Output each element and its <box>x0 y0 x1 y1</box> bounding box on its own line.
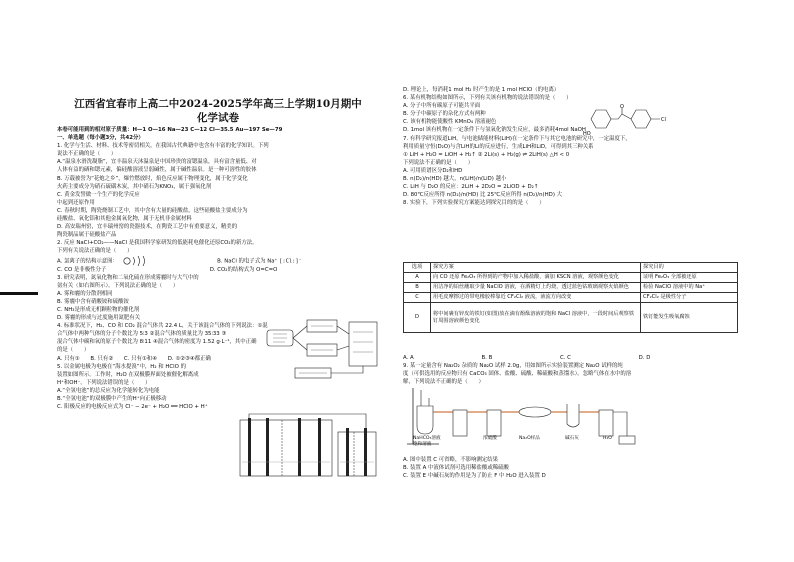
electrolysis-apparatus <box>238 412 380 482</box>
right-column <box>403 86 738 207</box>
question-4: 4. 标准状况下，H₂、CO 和 CO₂ 混合气体共 22.4 L，关于该混合气体的下列说法：①混 合气体中两种气体的分子个数比为 5∶3 ②混合气体的质量比为 35∶33 ③ 混合气体中碳和氧的原子个数比为 8∶11 ④混合气体的密度为 1.52 g·L⁻¹，其中正确 的是（ ） A. 只有① B. 只有② C. 只有①和④ D. ①②③④都正确 <box>57 323 268 362</box>
table-row: B 用洁净的铂丝蘸取少量 NaClO 溶液，在酒精灯上灼烧，透过蓝色钴玻璃观察火焰颜色 检验 NaClO 溶液中的 Na⁺ <box>404 283 738 293</box>
q8-answer-options: A. A B. B C. C D. D <box>403 355 651 361</box>
chloride-ion-diagram <box>120 256 154 266</box>
binding-margin-line <box>0 292 38 295</box>
section-heading: 一、单选题（每小题3分，共42分） <box>57 135 144 142</box>
table-row: C 用毛皮摩擦过的带电橡胶棒靠近 CF₂Cl₂ 液流，液流方向改变 CF₂Cl₂ 是极性分子 <box>404 293 738 303</box>
q2-option-d: D. CO₂的结构式为 <box>209 266 255 273</box>
q2-option-c: C. CO 是非极性分子 <box>57 266 107 273</box>
exam-title <box>62 97 374 125</box>
table-header-row: 选项 探究方案 探究目的 <box>404 263 738 273</box>
question-3: 3. 研究表明，氮氧化物和二氧化硫在形成雾霾时与大气中的 氨有关（如右图所示）。下列说法正确的是（ ） A. 雾和霾的分散剂相同 B. 雾霾中含有硝酸铵和硫酸铵 C. NH₃是形成无机颗粒物的催化剂 D. 雾霾的形成与过度施用氮肥有关 <box>57 274 199 322</box>
atomic-masses: 本卷可能用到的相对原子质量：H—1 O—16 Na—23 C—12 Cl—35.5 Au—197 Se—79 <box>57 127 283 133</box>
title-line-2: 化学试卷 <box>197 112 239 124</box>
q2-option-a: A. 氯离子的结构示意图： <box>57 258 118 264</box>
haze-formation-diagram <box>265 316 381 382</box>
table-row: D 将中间裹有锌皮的铁钉(如图)放在滴有酚酞溶液的饱和 NaCl 溶液中，一段时间后观察铁钉周围溶液颜色变化 铁钉能发生吸氧腐蚀 <box>404 303 738 333</box>
experiment-table <box>403 262 738 333</box>
question-1: 1. 化学与生活、材料、技术等密切相关，在我国古代典籍中也含有丰富的化学知识。下列 说法不正确的是（ ） A.“温泉水滑洗凝脂”，宜丰温泉天沐温泉是中国珍贵的富锶温泉，具有富含量低、对 人体有益的硒和锶元素，偏硅酸溶液呈弱碱性，属于碱性温泉。是一种可溶性的胶体 B. 万载被誉为“花炮之乡”，爆竹燃放时，焰色反应属于物理变化，属于化学变化 火药主要成分为硝石硫磺木炭，其中硝石为KNO₃，属于强氧化剂 C. 黄金发誓做一个生产的化学反应 中起到还原作用 C. 春秋时期，陶瓷烧制工艺中，其中含有大量的硅酸盐，这些硅酸盐主要成分为 硅酸盐、氧化铝和其他金属氧化物，属于无机非金属材料 D. 高安瑞州窑，宜丰瑞州窑的瓷器技术，在陶瓷工艺中有重要意义，精美的 陶瓷制品属于硅酸盐产品 <box>57 143 269 239</box>
question-2: 2. 反应 NaCl+CO₂——NaCl 是我国科学家研发的低能耗电催化还原CO₂的新方法。 下列有关说法正确的是（ ） A. 氯离子的结构示意图： B. NaCl 的电子式为 Na⁺ [:Cl:]⁻ C. CO 是非极性分子 D. CO₂的结构式为 O=C=O <box>57 240 302 273</box>
question-8: 8. 实验下，下列实验探究方案能达到探究目的的是（ ） <box>403 200 545 207</box>
table-row: A 向 CO 还原 Fe₂O₃ 所得到的产物中加入稀盐酸，滴加 KSCN 溶液，观察颜色变化 证明 Fe₂O₃ 全部被还原 <box>404 273 738 283</box>
svg-text:O: O <box>620 104 624 110</box>
question-7: 7. 有科学研究报道LiH，与电池储能材料(LiH)在一定条件下与其它电池的研究中，一定温度下， 利用质量守恒(D₂O)与含LiH的Li的反应进行，生成LiH和LiD，可得到其三种关系 ① LiH + H₂O = LiOH + H₂↑ ② 2Li(s) + H₂(g) ⇌ 2LiH(s) △H < 0 下列说法不正确的是（ ） A. 可用质谱区分D₂和HD B. n(D₂)/n(HD) 越大，n(LiH)/n(LiD) 越小 C. LiH 与 D₂O 的反应：2LiH + 2D₂O = 2LiOD + D₂↑ D. 80℃反应所得 n(D₂)/n(HD) 比 25℃反应所得 n(D₂)/n(HD) 大 <box>403 135 631 199</box>
q9-options: A. 图中装置 C 可省略，不影响测定结果 B. 装置 A 中液体试剂可选用稀盐酸或稀硫酸 C. 装置 E 中碱石灰的作用是为了防止 F 中 H₂O 进入装置 D <box>403 457 546 480</box>
q2-option-b: B. NaCl 的电子式为 Na⁺ <box>217 258 278 264</box>
svg-text:HO: HO <box>583 131 591 137</box>
question-5: 5. 以金属电极为电极在“海水提溴”中，H₂ 和 HClO 的 装置如图所示。工作时，H₂O 在双极膜界面处被催化解离成 H⁺和OH⁻。下列说法错误的是（ ） A.“全氢电池”的总反应为化学能转化为电能 B.“全氢电池”的双极膜中产生的H⁺向正极移动 C. 阳极反应的电极反应式为 Cl⁻ − 2e⁻ + H₂O ══ HClO + H⁺ <box>57 363 208 411</box>
title-line-1: 江西省宜春市上高二中2024-2025学年高三上学期10月期中 <box>74 98 362 110</box>
apparatus-labels: NaHCO₃溶液 饱和溶液 浓硫酸 Na₂O样品 碱石灰 H₂O <box>413 436 612 447</box>
organic-structure-diagram <box>582 104 682 138</box>
q5-option-d: D. 理论上，每消耗1 mol H₂ 时产生的是 1 mol HClO（的电离） <box>403 87 560 93</box>
question-9: 9. 某一定量含有 Na₂O₂ 杂质的 Na₂O 试样 2.0g，用如图所示实验装置测定 Na₂O 试样的纯 度（可供选用的反应物只有 CaCO₃ 固体、盐酸、硫酸、稀硫酸和蒸馏水）。忽略气体在水中的溶 解，下列说法不正确的是（ ） <box>403 363 632 386</box>
question-6: 6. 某有机物结构如图所示，下列有关该有机物的说法错误的是（ ） A. 分子中所有碳原子可能共平面 B. 分子中碳原子的杂化方式有两种 C. 该有机物能使酸性 KMnO₄ 溶液褪色 D. 1mol 该有机物在一定条件下与氢氧化钠发生反应，最多消耗4mol NaOH <box>403 95 586 134</box>
svg-text:Cl: Cl <box>661 117 666 123</box>
